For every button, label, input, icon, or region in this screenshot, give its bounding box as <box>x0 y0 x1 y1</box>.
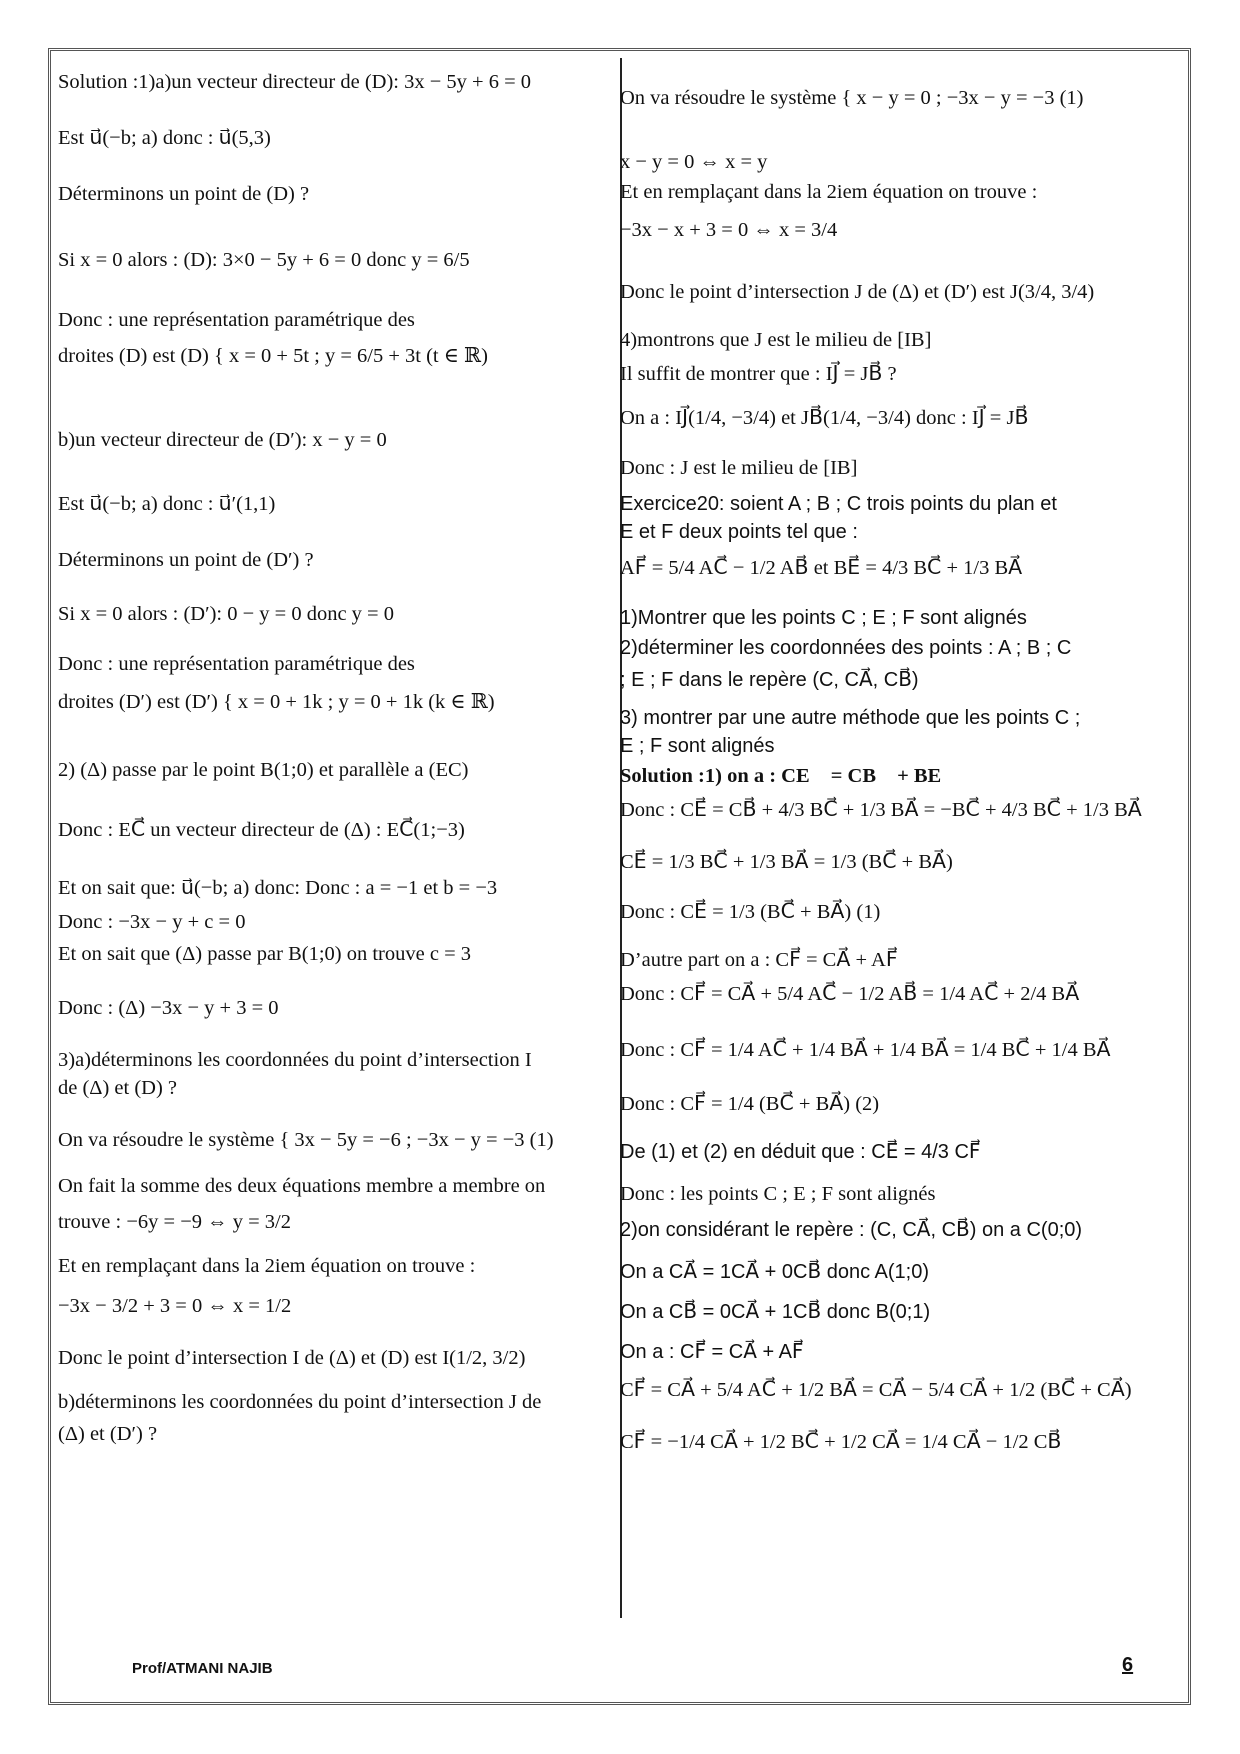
text-line: Si x = 0 alors : (D): 3×0 − 5y + 6 = 0 donc y = 6/5 <box>58 249 470 271</box>
text-line: Donc : −3x − y + c = 0 <box>58 911 246 933</box>
text-line: 2)on considérant le repère : (C, CA⃗, CB⃗) on a C(0;0) <box>620 1219 1083 1241</box>
text-line: Donc : CE⃗ = 1/3 (BC⃗ + BA⃗) (1) <box>620 901 881 923</box>
text-line: Donc : J est le milieu de [IB] <box>620 457 858 479</box>
text-line: trouve : −6y = −9 ⇔ y = 3/2 <box>58 1211 292 1233</box>
text-line: Et en remplaçant dans la 2iem équation on trouve : <box>58 1255 476 1277</box>
text-line: Il suffit de montrer que : IJ⃗ = JB⃗ ? <box>620 363 897 385</box>
text-line: Si x = 0 alors : (D′): 0 − y = 0 donc y = 0 <box>58 603 394 625</box>
text-line: D’autre part on a : CF⃗ = CA⃗ + AF⃗ <box>620 949 898 971</box>
text-line: Et on sait que: u⃗(−b; a) donc: Donc : a = −1 et b = −3 <box>58 877 498 899</box>
text-line: Solution :1)a)un vecteur directeur de (D): 3x − 5y + 6 = 0 <box>58 71 532 93</box>
text-line: Donc : CF⃗ = 1/4 (BC⃗ + BA⃗) (2) <box>620 1093 880 1115</box>
text-line: CF⃗ = −1/4 CA⃗ + 1/2 BC⃗ + 1/2 CA⃗ = 1/4 CA⃗ − 1/2 CB⃗ <box>620 1431 1062 1453</box>
text-line: E et F deux points tel que : <box>620 521 858 543</box>
text-line: Est u⃗(−b; a) donc : u⃗′(1,1) <box>58 493 276 515</box>
page-number: 6 <box>1122 1654 1134 1676</box>
text-line: Donc : CF⃗ = CA⃗ + 5/4 AC⃗ − 1/2 AB⃗ = 1/4 AC⃗ + 2/4 BA⃗ <box>620 983 1080 1005</box>
text-line: CE⃗ = 1/3 BC⃗ + 1/3 BA⃗ = 1/3 (BC⃗ + BA⃗) <box>620 851 953 873</box>
text-line: 3) montrer par une autre méthode que les points C ; <box>620 707 1081 729</box>
text-line: 3)a)déterminons les coordonnées du point d’intersection I <box>58 1049 532 1071</box>
text-line: x − y = 0 ⇔ x = y <box>620 151 768 173</box>
text-line: Donc : les points C ; E ; F sont alignés <box>620 1183 936 1205</box>
text-line: On va résoudre le système { 3x − 5y = −6 ; −3x − y = −3 (1) <box>58 1129 554 1151</box>
text-line: Donc le point d’intersection I de (Δ) et (D) est I(1/2, 3/2) <box>58 1347 526 1369</box>
text-line: ; E ; F dans le repère (C, CA⃗, CB⃗) <box>620 669 919 691</box>
footer-author: Prof/ATMANI NAJIB <box>132 1660 273 1677</box>
text-line: On va résoudre le système { x − y = 0 ; −3x − y = −3 (1) <box>620 87 1084 109</box>
text-line: b)déterminons les coordonnées du point d’intersection J de <box>58 1391 542 1413</box>
text-line: −3x − 3/2 + 3 = 0 ⇔ x = 1/2 <box>58 1295 292 1317</box>
text-line: droites (D) est (D) { x = 0 + 5t ; y = 6/5 + 3t (t ∈ ℝ) <box>58 345 488 367</box>
text-line: 1)Montrer que les points C ; E ; F sont alignés <box>620 607 1027 629</box>
exercise-heading: Exercice20: soient A ; B ; C trois points du plan et <box>620 493 1057 515</box>
text-line: (Δ) et (D′) ? <box>58 1423 158 1445</box>
text-line: Déterminons un point de (D) ? <box>58 183 310 205</box>
text-line: Donc : EC⃗ un vecteur directeur de (Δ) : EC⃗(1;−3) <box>58 819 465 841</box>
text-line: 2)déterminer les coordonnées des points : A ; B ; C <box>620 637 1072 659</box>
text-line: Est u⃗(−b; a) donc : u⃗(5,3) <box>58 127 271 149</box>
text-line: On fait la somme des deux équations membre a membre on <box>58 1175 546 1197</box>
text-line: de (Δ) et (D) ? <box>58 1077 178 1099</box>
text-line: Donc : une représentation paramétrique des <box>58 653 415 675</box>
text-line: droites (D′) est (D′) { x = 0 + 1k ; y = 0 + 1k (k ∈ ℝ) <box>58 691 495 713</box>
text-line: 2) (Δ) passe par le point B(1;0) et parallèle a (EC) <box>58 759 469 781</box>
text-line: E ; F sont alignés <box>620 735 775 757</box>
text-line: AF⃗ = 5/4 AC⃗ − 1/2 AB⃗ et BE⃗ = 4/3 BC⃗ + 1/3 BA⃗ <box>620 557 1023 579</box>
text-line: On a CB⃗ = 0CA⃗ + 1CB⃗ donc B(0;1) <box>620 1301 931 1323</box>
text-line: Déterminons un point de (D′) ? <box>58 549 314 571</box>
text-line: Donc : (Δ) −3x − y + 3 = 0 <box>58 997 279 1019</box>
text-line: On a CA⃗ = 1CA⃗ + 0CB⃗ donc A(1;0) <box>620 1261 930 1283</box>
text-line: Donc le point d’intersection J de (Δ) et (D′) est J(3/4, 3/4) <box>620 281 1095 303</box>
text-line: De (1) et (2) en déduit que : CE⃗ = 4/3 CF⃗ <box>620 1141 981 1163</box>
text-line: On a : CF⃗ = CA⃗ + AF⃗ <box>620 1341 804 1363</box>
text-line: b)un vecteur directeur de (D′): x − y = 0 <box>58 429 387 451</box>
text-line: Donc : CE⃗ = CB⃗ + 4/3 BC⃗ + 1/3 BA⃗ = −BC⃗ + 4/3 BC⃗ + 1/3 BA⃗ <box>620 799 1142 821</box>
text-line: −3x − x + 3 = 0 ⇔ x = 3/4 <box>620 219 838 241</box>
text-line: On a : IJ⃗(1/4, −3/4) et JB⃗(1/4, −3/4) donc : IJ⃗ = JB⃗ <box>620 407 1029 429</box>
text-line: Et on sait que (Δ) passe par B(1;0) on trouve c = 3 <box>58 943 472 965</box>
solution-heading: Solution :1) on a : CE⃗ = CB⃗ + BE⃗ <box>620 765 958 787</box>
text-line: Donc : CF⃗ = 1/4 AC⃗ + 1/4 BA⃗ + 1/4 BA⃗ = 1/4 BC⃗ + 1/4 BA⃗ <box>620 1039 1111 1061</box>
text-line: 4)montrons que J est le milieu de [IB] <box>620 329 932 351</box>
text-line: Donc : une représentation paramétrique des <box>58 309 415 331</box>
text-line: CF⃗ = CA⃗ + 5/4 AC⃗ + 1/2 BA⃗ = CA⃗ − 5/4 CA⃗ + 1/2 (BC⃗ + CA⃗) <box>620 1379 1132 1401</box>
text-line: Et en remplaçant dans la 2iem équation on trouve : <box>620 181 1038 203</box>
